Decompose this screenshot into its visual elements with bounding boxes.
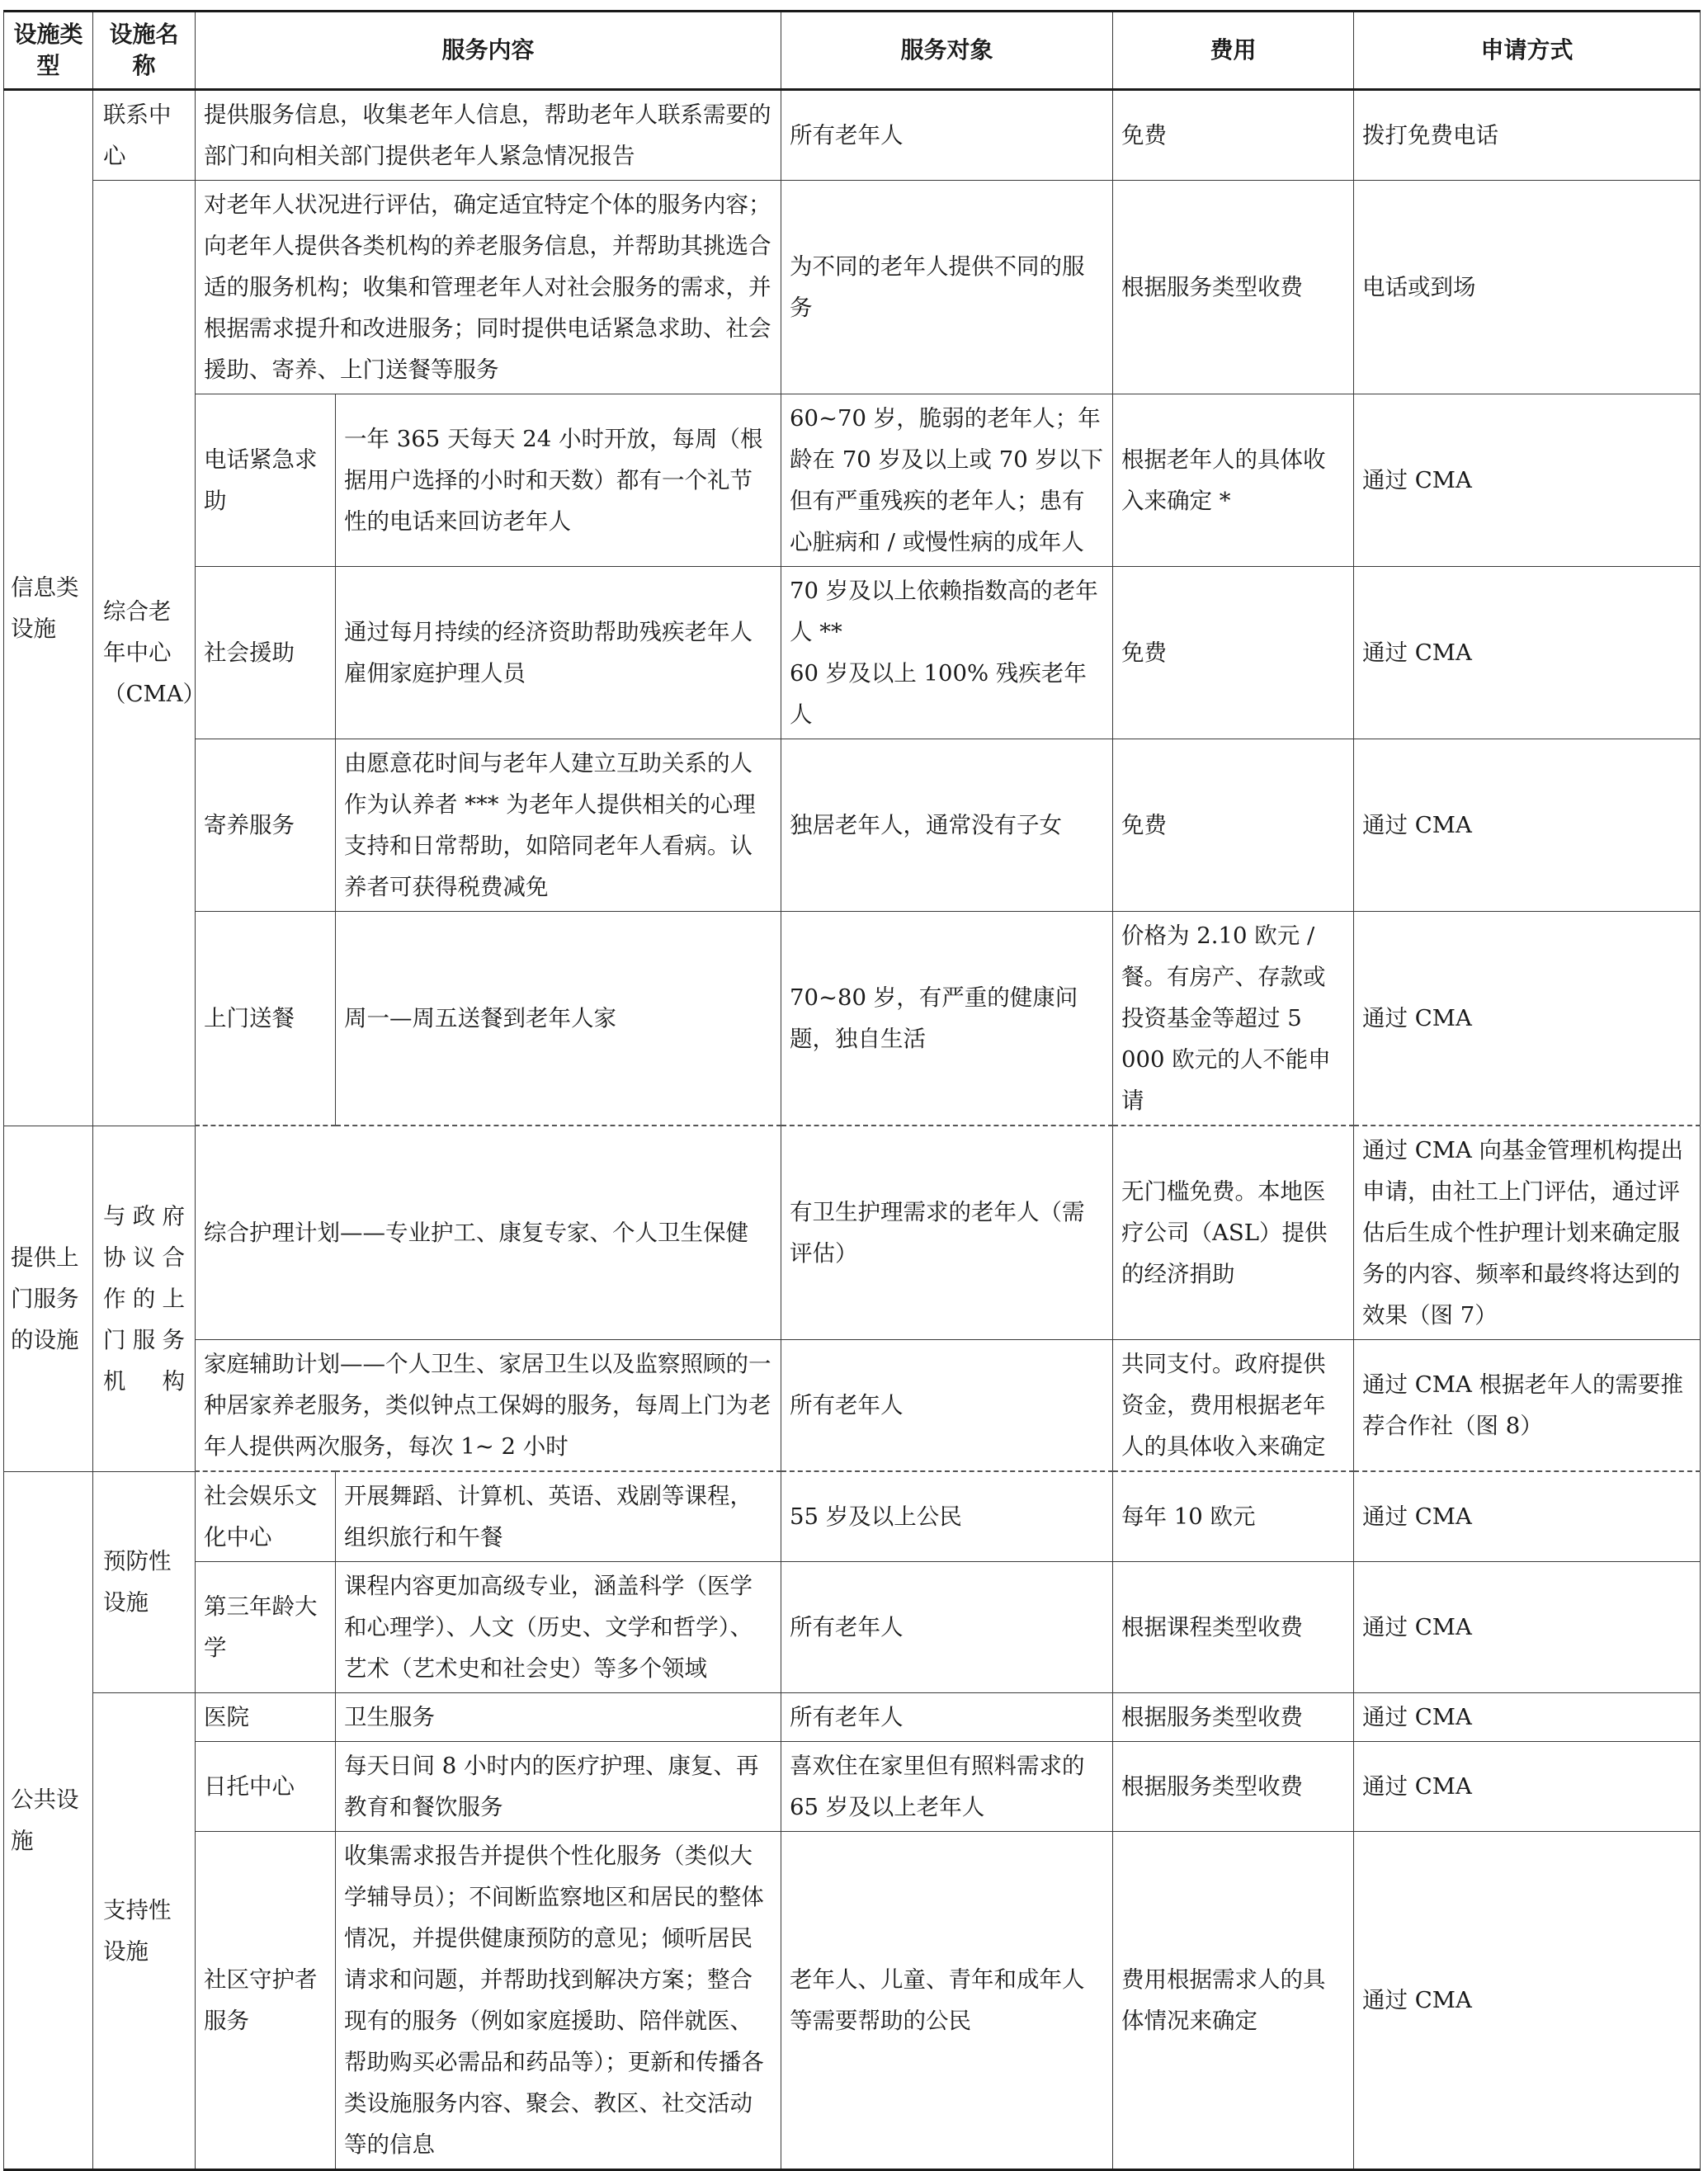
service-content: 一年 365 天每天 24 小时开放，每周（根据用户选择的小时和天数）都有一个礼节性的电话来回访老年人 bbox=[336, 394, 781, 567]
service-fee: 根据服务类型收费 bbox=[1113, 1742, 1354, 1832]
table-row bbox=[4, 394, 1701, 567]
application-method: 通过 CMA bbox=[1354, 912, 1701, 1126]
table-row bbox=[4, 1742, 1701, 1832]
sub-service-name: 日托中心 bbox=[196, 1742, 336, 1832]
service-target: 老年人、儿童、青年和成年人等需要帮助的公民 bbox=[781, 1832, 1113, 2170]
table-row bbox=[4, 1126, 1701, 1340]
header-service-target: 服务对象 bbox=[781, 12, 1113, 90]
service-content: 综合护理计划——专业护工、康复专家、个人卫生保健 bbox=[196, 1126, 781, 1340]
service-target: 70~80 岁，有严重的健康问题，独自生活 bbox=[781, 912, 1113, 1126]
service-fee: 免费 bbox=[1113, 90, 1354, 181]
service-target: 所有老年人 bbox=[781, 90, 1113, 181]
service-fee: 无门槛免费。本地医疗公司（ASL）提供的经济捐助 bbox=[1113, 1126, 1354, 1340]
application-method: 电话或到场 bbox=[1354, 181, 1701, 394]
facility-type-info: 信息类设施 bbox=[4, 90, 93, 1126]
service-content: 对老年人状况进行评估，确定适宜特定个体的服务内容；向老年人提供各类机构的养老服务信息，并帮助其挑选合适的服务机构；收集和管理老年人对社会服务的需求，并根据需求提升和改进服务；同时提供电话紧急求助、社会援助、寄养、上门送餐等服务 bbox=[196, 181, 781, 394]
application-method: 通过 CMA bbox=[1354, 1693, 1701, 1742]
facility-type-public: 公共设施 bbox=[4, 1471, 93, 2170]
service-target-line: 70 岁及以上依赖指数高的老年人 ** bbox=[790, 578, 1098, 645]
service-fee: 根据课程类型收费 bbox=[1113, 1562, 1354, 1693]
service-fee: 根据老年人的具体收入来确定 * bbox=[1113, 394, 1354, 567]
sub-service-name: 社区守护者服务 bbox=[196, 1832, 336, 2170]
header-fee: 费用 bbox=[1113, 12, 1354, 90]
facility-name: 综合老年中心（CMA） bbox=[93, 181, 196, 1126]
service-target-line: 60 岁及以上 100% 残疾老年人 bbox=[790, 660, 1087, 728]
service-fee: 价格为 2.10 欧元 / 餐。有房产、存款或投资基金等超过 5 000 欧元的人不能申请 bbox=[1113, 912, 1354, 1126]
service-content: 家庭辅助计划——个人卫生、家居卫生以及监察照顾的一种居家养老服务，类似钟点工保姆的服务，每周上门为老年人提供两次服务，每次 1~ 2 小时 bbox=[196, 1340, 781, 1472]
application-method: 通过 CMA 根据老年人的需要推荐合作社（图 8） bbox=[1354, 1340, 1701, 1472]
table-row bbox=[4, 181, 1701, 394]
elderly-facilities-table bbox=[3, 10, 1701, 2171]
service-target: 有卫生护理需求的老年人（需评估） bbox=[781, 1126, 1113, 1340]
sub-service-name: 寄养服务 bbox=[196, 739, 336, 912]
sub-service-name: 上门送餐 bbox=[196, 912, 336, 1126]
service-target: 为不同的老年人提供不同的服务 bbox=[781, 181, 1113, 394]
table-row bbox=[4, 1832, 1701, 2170]
service-fee: 根据服务类型收费 bbox=[1113, 1693, 1354, 1742]
service-content: 提供服务信息，收集老年人信息，帮助老年人联系需要的部门和向相关部门提供老年人紧急情况报告 bbox=[196, 90, 781, 181]
service-content: 每天日间 8 小时内的医疗护理、康复、再教育和餐饮服务 bbox=[336, 1742, 781, 1832]
service-content: 卫生服务 bbox=[336, 1693, 781, 1742]
service-fee: 免费 bbox=[1113, 739, 1354, 912]
service-target: 55 岁及以上公民 bbox=[781, 1471, 1113, 1562]
sub-service-name: 医院 bbox=[196, 1693, 336, 1742]
service-fee: 免费 bbox=[1113, 567, 1354, 739]
facility-name: 支持性设施 bbox=[93, 1693, 196, 2170]
application-method: 通过 CMA bbox=[1354, 739, 1701, 912]
service-content: 收集需求报告并提供个性化服务（类似大学辅导员）；不间断监察地区和居民的整体情况，并提供健康预防的意见；倾听居民请求和问题，并帮助找到解决方案；整合现有的服务（例如家庭援助、陪伴就医、帮助购买必需品和药品等）；更新和传播各类设施服务内容、聚会、教区、社交活动等的信息 bbox=[336, 1832, 781, 2170]
table-row bbox=[4, 1471, 1701, 1562]
header-facility-name: 设施名称 bbox=[93, 12, 196, 90]
service-fee: 每年 10 欧元 bbox=[1113, 1471, 1354, 1562]
table-row bbox=[4, 912, 1701, 1126]
service-content: 通过每月持续的经济资助帮助残疾老年人雇佣家庭护理人员 bbox=[336, 567, 781, 739]
table-row bbox=[4, 739, 1701, 912]
application-method: 通过 CMA bbox=[1354, 567, 1701, 739]
table-row bbox=[4, 1340, 1701, 1472]
sub-service-name: 电话紧急求助 bbox=[196, 394, 336, 567]
service-target: 喜欢住在家里但有照料需求的 65 岁及以上老年人 bbox=[781, 1742, 1113, 1832]
service-content: 课程内容更加高级专业，涵盖科学（医学和心理学）、人文（历史、文学和哲学）、艺术（艺术史和社会史）等多个领域 bbox=[336, 1562, 781, 1693]
service-fee: 根据服务类型收费 bbox=[1113, 181, 1354, 394]
application-method: 通过 CMA bbox=[1354, 394, 1701, 567]
table-row bbox=[4, 1562, 1701, 1693]
service-target: 所有老年人 bbox=[781, 1693, 1113, 1742]
service-target: 所有老年人 bbox=[781, 1340, 1113, 1472]
facility-name: 预防性设施 bbox=[93, 1471, 196, 1693]
service-target: 所有老年人 bbox=[781, 1562, 1113, 1693]
service-target: 独居老年人，通常没有子女 bbox=[781, 739, 1113, 912]
header-application: 申请方式 bbox=[1354, 12, 1701, 90]
facility-name: 与政府协议合作的上门服务机构 bbox=[93, 1126, 196, 1471]
service-content: 由愿意花时间与老年人建立互助关系的人作为认养者 *** 为老年人提供相关的心理支持和日常帮助，如陪同老年人看病。认养者可获得税费减免 bbox=[336, 739, 781, 912]
facility-name: 联系中心 bbox=[93, 90, 196, 181]
header-facility-type: 设施类型 bbox=[4, 12, 93, 90]
service-target: 60~70 岁，脆弱的老年人；年龄在 70 岁及以上或 70 岁以下但有严重残疾的老年人；患有心脏病和 / 或慢性病的成年人 bbox=[781, 394, 1113, 567]
application-method: 通过 CMA bbox=[1354, 1562, 1701, 1693]
service-content: 开展舞蹈、计算机、英语、戏剧等课程，组织旅行和午餐 bbox=[336, 1471, 781, 1562]
service-content: 周一—周五送餐到老年人家 bbox=[336, 912, 781, 1126]
table-row bbox=[4, 1693, 1701, 1742]
application-method: 通过 CMA bbox=[1354, 1742, 1701, 1832]
application-method: 拨打免费电话 bbox=[1354, 90, 1701, 181]
application-method: 通过 CMA bbox=[1354, 1471, 1701, 1562]
sub-service-name: 第三年龄大学 bbox=[196, 1562, 336, 1693]
table-row bbox=[4, 90, 1701, 181]
application-method: 通过 CMA 向基金管理机构提出申请，由社工上门评估，通过评估后生成个性护理计划来确定服务的内容、频率和最终将达到的效果（图 7） bbox=[1354, 1126, 1701, 1340]
header-service-content: 服务内容 bbox=[196, 12, 781, 90]
application-method: 通过 CMA bbox=[1354, 1832, 1701, 2170]
service-fee: 共同支付。政府提供资金，费用根据老年人的具体收入来确定 bbox=[1113, 1340, 1354, 1472]
sub-service-name: 社会娱乐文化中心 bbox=[196, 1471, 336, 1562]
sub-service-name: 社会援助 bbox=[196, 567, 336, 739]
service-fee: 费用根据需求人的具体情况来确定 bbox=[1113, 1832, 1354, 2170]
header-row bbox=[4, 12, 1701, 90]
service-target bbox=[781, 567, 1113, 739]
facility-type-home: 提供上门服务的设施 bbox=[4, 1126, 93, 1471]
table-row bbox=[4, 567, 1701, 739]
